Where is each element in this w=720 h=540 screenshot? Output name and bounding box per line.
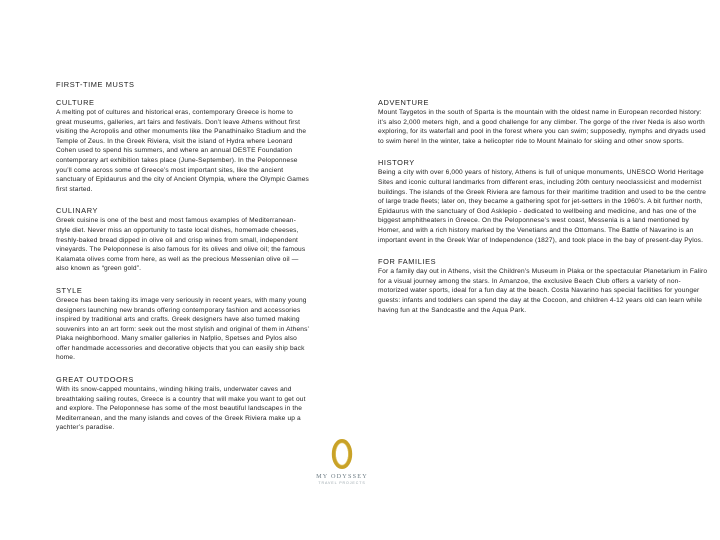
- left-column: [56, 98, 310, 445]
- section-title: ADVENTURE: [378, 98, 429, 107]
- section-title: GREAT OUTDOORS: [56, 375, 134, 385]
- section-body: Greek cuisine is one of the best and most famous examples of Mediterranean-style diet. Never miss an opportunity to taste local dishes, homemade cheeses, freshly-baked bread dipped in olive oil and crisp wines from small, independent vineyards. The Peloponnese is also famous for its olives and olive oil; the famous Kalamata olives come from here, as well as the precious Messenian olive oil —also known as “green gold”.: [56, 217, 306, 273]
- logo-tagline: TRAVEL PROJECTS: [318, 481, 366, 485]
- section-title: HISTORY: [378, 158, 415, 168]
- section-title: FOR FAMILIES: [378, 257, 437, 267]
- section-title: CULTURE: [56, 98, 95, 107]
- section-great-outdoors: [56, 375, 310, 433]
- section-body: For a family day out in Athens, visit the Children’s Museum in Plaka or the spectacular Planetarium in Faliro for a visual journey among the stars. In Amanzoe, the exclusive Beach Club offers a variety of non-motorized water sports, ideal for a fun day at the beach. Costa Navarino has special facilities for younger guests: infants and toddlers can spend the day at the Cocoon, and children 4-12 years old can learn while having fun at the Sandcastle and the Aqua Park.: [378, 268, 708, 314]
- page-heading: FIRST-TIME MUSTS: [56, 80, 135, 89]
- section-title: STYLE: [56, 285, 83, 295]
- section-culinary: [56, 206, 310, 274]
- section-body: With its snow-capped mountains, winding hiking trails, underwater caves and breathtaking sailing routes, Greece is a country that will make you want to get out and explore. The Peloponnese has some of the most beautiful landscapes in the Mediterranean, and the many islands and coves of the Greek Riviera make up a yachter’s paradise.: [56, 386, 306, 432]
- section-body: Mount Taygetos in the south of Sparta is the mountain with the oldest name in European recorded history: it’s also 2,000 meters high, and a good challenge for any climber. The gorge of the river Neda is also worth exploring, for its waterfall and pool in the forest where you can swim; supposedly, nymphs and dryads used to swim here! In the winter, take a helicopter ride to Mount Mainalo for skiing and other snow sports.: [378, 109, 706, 145]
- section-body: Being a city with over 6,000 years of history, Athens is full of unique monuments, UNESCO World Heritage Sites and iconic cultural landmarks from different eras, including 20th century neoclassicist and modernist buildings. The islands of the Greek Riviera are famous for their maritime tradition and used to be the centre of large trade fleets; later on, they became a gathering spot for jet-setters in the 1960’s. A bit further north, Epidaurus with the sanctuary of God Asklepio - dedicated to wellbeing and medicine, and has one of the biggest amphitheaters in Greece. On the Peloponnese’s west coast, Messenia is a land mentioned by Homer, and with a rich history marked by the Venetians and the Ottomans. The Battle of Navarino is an important event in the Greek War of Independence (1827), and took place in the bay of present-day Pylos.: [378, 169, 707, 244]
- section-body: A melting pot of cultures and historical eras, contemporary Greece is home to great museums, galleries, art fairs and festivals. Don’t leave Athens without first visiting the Acropolis and other monuments like the Panathinaiko Stadium and the Temple of Zeus. In the Greek Riviera, visit the island of Hydra where Leonard Cohen used to spend his summers, and where an annual DESTE Foundation contemporary art exhibition takes place (June-September). In the Peloponnese you’ll come across some of Greece’s most important sites, like the ancient sanctuary of Epidaurus and the city of Ancient Olympia, where the Olympic Games first started.: [56, 109, 310, 193]
- section-title: CULINARY: [56, 206, 99, 216]
- section-adventure: [378, 98, 710, 146]
- my-odyssey-logo: [312, 438, 372, 498]
- section-body: Greece has been taking its image very seriously in recent years, with many young designers launching new brands offering contemporary fashion and accessories inspired by traditional arts and crafts. Greek designers have also turned making souvenirs into an art form: seek out the most stylish and original of them in Athens’ Plaka neighborhood. Many smaller galleries in Nafplio, Spetses and Pylos also offer handmade accessories and decorative objects that you can easily ship back home.: [56, 296, 309, 362]
- logo-name: MY ODYSSEY: [316, 473, 368, 480]
- section-culture: [56, 98, 310, 194]
- section-history: [378, 158, 710, 245]
- right-column: [378, 98, 710, 327]
- section-for-families: [378, 257, 710, 315]
- section-style: [56, 286, 310, 363]
- logo-o-mark-icon: [331, 438, 353, 470]
